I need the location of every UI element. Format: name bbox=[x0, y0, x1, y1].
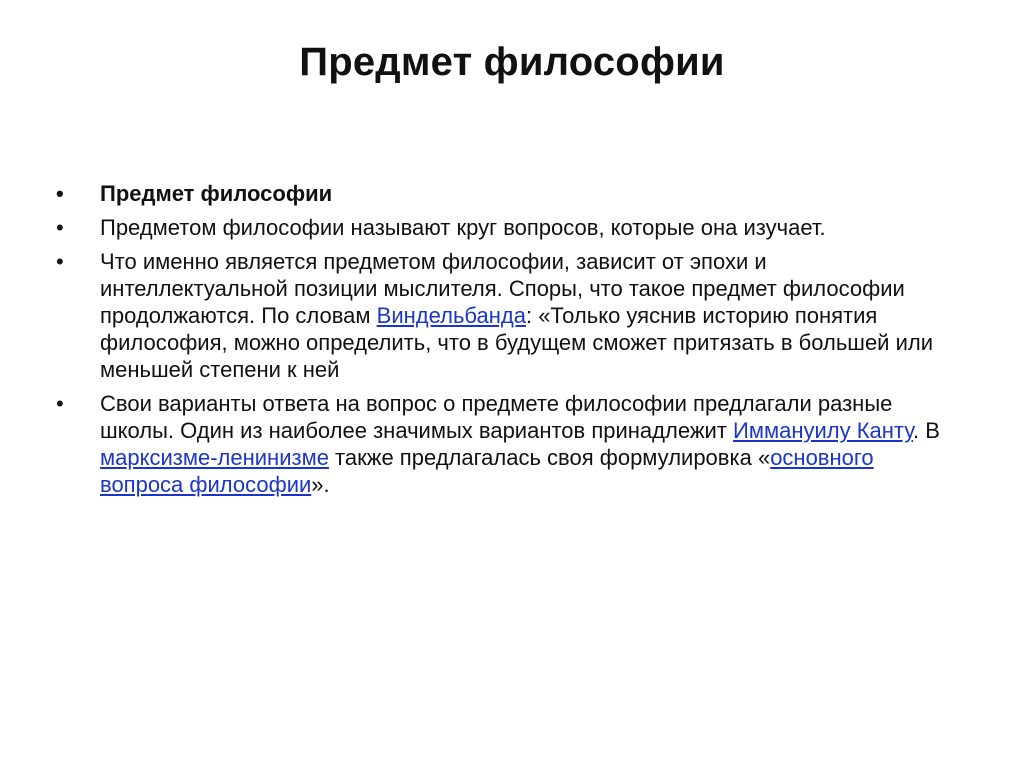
slide-title: Предмет философии bbox=[299, 40, 725, 84]
link-kant[interactable]: Иммануилу Канту bbox=[733, 418, 914, 443]
bullet-item-3 bbox=[56, 248, 956, 383]
link-windelband[interactable]: Виндельбанда bbox=[376, 303, 526, 328]
bullet-item-1 bbox=[56, 180, 956, 207]
bullet-marker: • bbox=[56, 249, 64, 274]
bullet-text-after: ». bbox=[311, 472, 330, 497]
link-marxism-leninism[interactable]: марксизме-ленинизме bbox=[100, 445, 329, 470]
bullet-text-before: Что именно является предметом философии, зависит от эпохи и интеллектуальной позиции мыслителя. Споры, что такое предмет философии продолжаются. По словам bbox=[100, 249, 905, 328]
bullet-list bbox=[56, 180, 956, 505]
link-basic-question-of-philosophy[interactable]: основного вопроса философии bbox=[100, 445, 874, 497]
bullet-item-2 bbox=[56, 214, 956, 241]
bullet-item-4 bbox=[56, 390, 956, 498]
bullet-text-mid1: . В bbox=[913, 418, 940, 443]
bullet-marker: • bbox=[56, 215, 64, 240]
bullet-text: Предметом философии называют круг вопросов, которые она изучает. bbox=[100, 215, 826, 240]
bullet-text-mid2: также предлагалась своя формулировка « bbox=[328, 445, 771, 470]
bullet-marker: • bbox=[56, 391, 64, 416]
bullet-text-before: Свои варианты ответа на вопрос о предмете философии предлагали разные школы. Один из наиболее значимых вариантов принадлежит bbox=[100, 391, 893, 443]
bullet-text: Предмет философии bbox=[100, 181, 333, 206]
bullet-marker: • bbox=[56, 181, 64, 206]
bullet-text-after: : «Только уяснив историю понятия философия, можно определить, что в будущем сможет притязать в большей или меньшей степени к ней bbox=[100, 303, 933, 382]
